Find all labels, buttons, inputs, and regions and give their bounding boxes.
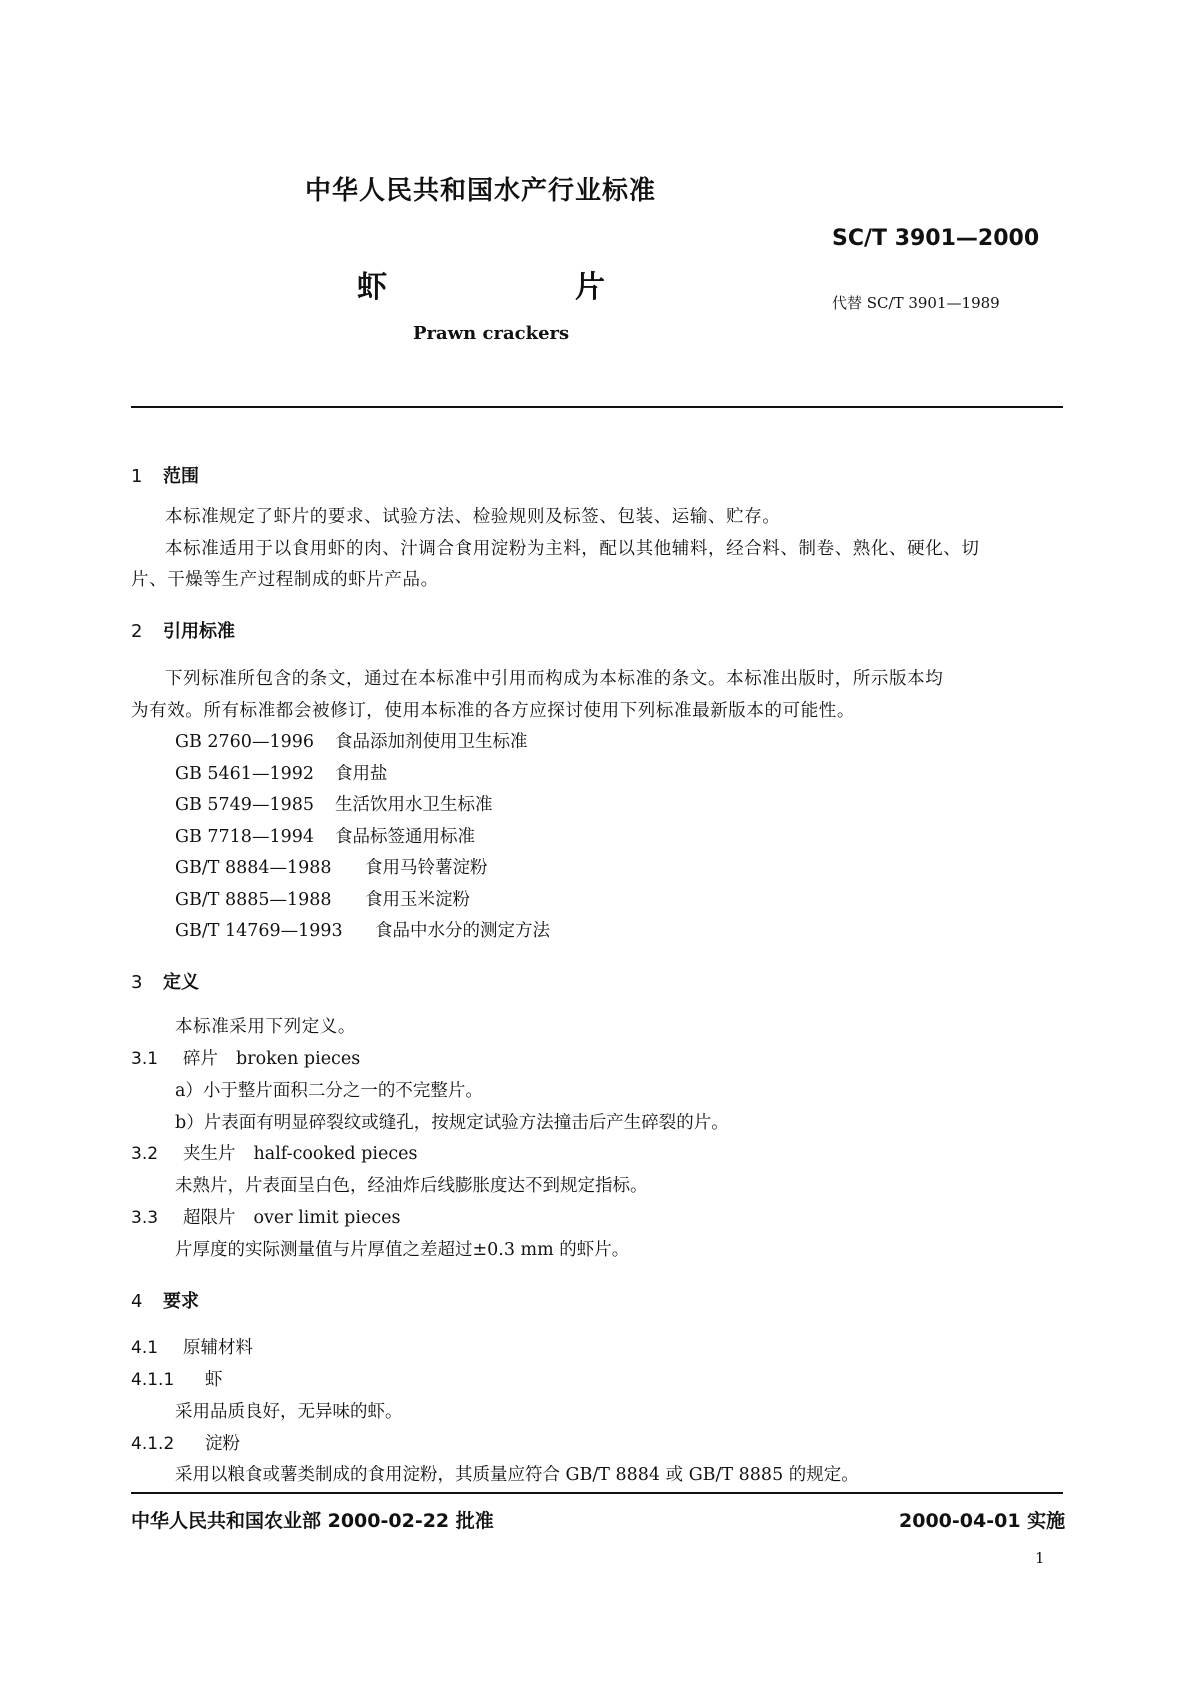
section-number: 1 bbox=[131, 466, 143, 487]
reference-item: GB 5749—1985 生活饮用水卫生标准 bbox=[175, 795, 493, 815]
standard-code: SC/T 3901—2000 bbox=[832, 226, 1040, 251]
section-number: 4 bbox=[131, 1291, 143, 1312]
subsection-4-1-1-text: 采用品质良好，无异味的虾。 bbox=[175, 1402, 403, 1422]
subsection-4-1-2-text: 采用以粮食或薯类制成的食用淀粉，其质量应符合 GB/T 8884 或 GB/T 8885 的规定。 bbox=[175, 1465, 859, 1485]
section-title: 引用标准 bbox=[163, 621, 235, 642]
section-2-heading bbox=[131, 617, 235, 643]
replaces-standard: 代替 SC/T 3901—1989 bbox=[832, 294, 1000, 312]
issuing-authority-title: 中华人民共和国水产行业标准 bbox=[305, 176, 657, 206]
definition-3-1-a: a）小于整片面积二分之一的不完整片。 bbox=[175, 1081, 483, 1101]
subsection-4-1-2: 4.1.2 淀粉 bbox=[131, 1434, 240, 1454]
document-title-char-2: 片 bbox=[575, 270, 605, 305]
section-number: 3 bbox=[131, 972, 143, 993]
definition-3-1: 3.1 碎片 broken pieces bbox=[131, 1049, 361, 1069]
definition-3-3-text: 片厚度的实际测量值与片厚值之差超过±0.3 mm 的虾片。 bbox=[175, 1240, 630, 1260]
subsection-4-1: 4.1 原辅材料 bbox=[131, 1338, 253, 1358]
page-number: 1 bbox=[1035, 1549, 1045, 1567]
header-divider bbox=[131, 406, 1063, 408]
footer-divider bbox=[131, 1492, 1063, 1494]
section-1-paragraph-2-line-1: 本标准适用于以食用虾的肉、汁调合食用淀粉为主料，配以其他辅料，经合料、制卷、熟化、硬化、切 bbox=[165, 539, 980, 559]
reference-item: GB/T 8885—1988 食用玉米淀粉 bbox=[175, 890, 470, 910]
section-3-intro: 本标准采用下列定义。 bbox=[175, 1017, 356, 1037]
section-1-paragraph-1: 本标准规定了虾片的要求、试验方法、检验规则及标签、包装、运输、贮存。 bbox=[165, 507, 781, 527]
section-2-paragraph-line-1: 下列标准所包含的条文，通过在本标准中引用而构成为本标准的条文。本标准出版时，所示版本均 bbox=[165, 669, 944, 689]
section-title: 要求 bbox=[163, 1291, 199, 1312]
section-2-paragraph-line-2: 为有效。所有标准都会被修订，使用本标准的各方应探讨使用下列标准最新版本的可能性。 bbox=[131, 701, 855, 721]
definition-3-2-text: 未熟片，片表面呈白色，经油炸后线膨胀度达不到规定指标。 bbox=[175, 1176, 648, 1196]
reference-item: GB 2760—1996 食品添加剂使用卫生标准 bbox=[175, 732, 528, 752]
section-1-paragraph-2-line-2: 片、干燥等生产过程制成的虾片产品。 bbox=[131, 570, 439, 590]
reference-item: GB/T 14769—1993 食品中水分的测定方法 bbox=[175, 921, 550, 941]
definition-3-3: 3.3 超限片 over limit pieces bbox=[131, 1208, 401, 1228]
subsection-4-1-1: 4.1.1 虾 bbox=[131, 1370, 223, 1390]
approval-statement: 中华人民共和国农业部 2000-02-22 批准 bbox=[131, 1510, 494, 1532]
section-1-heading bbox=[131, 462, 199, 488]
english-title: Prawn crackers bbox=[413, 323, 570, 344]
reference-item: GB/T 8884—1988 食用马铃薯淀粉 bbox=[175, 858, 488, 878]
section-4-heading bbox=[131, 1287, 199, 1313]
document-title-char-1: 虾 bbox=[357, 270, 387, 305]
reference-item: GB 5461—1992 食用盐 bbox=[175, 764, 388, 784]
section-title: 范围 bbox=[163, 466, 199, 487]
section-number: 2 bbox=[131, 621, 143, 642]
section-3-heading bbox=[131, 968, 199, 994]
effective-date: 2000-04-01 实施 bbox=[899, 1510, 1066, 1532]
reference-item: GB 7718—1994 食品标签通用标准 bbox=[175, 827, 475, 847]
definition-3-2: 3.2 夹生片 half-cooked pieces bbox=[131, 1144, 418, 1164]
section-title: 定义 bbox=[163, 972, 199, 993]
definition-3-1-b: b）片表面有明显碎裂纹或缝孔，按规定试验方法撞击后产生碎裂的片。 bbox=[175, 1113, 729, 1133]
